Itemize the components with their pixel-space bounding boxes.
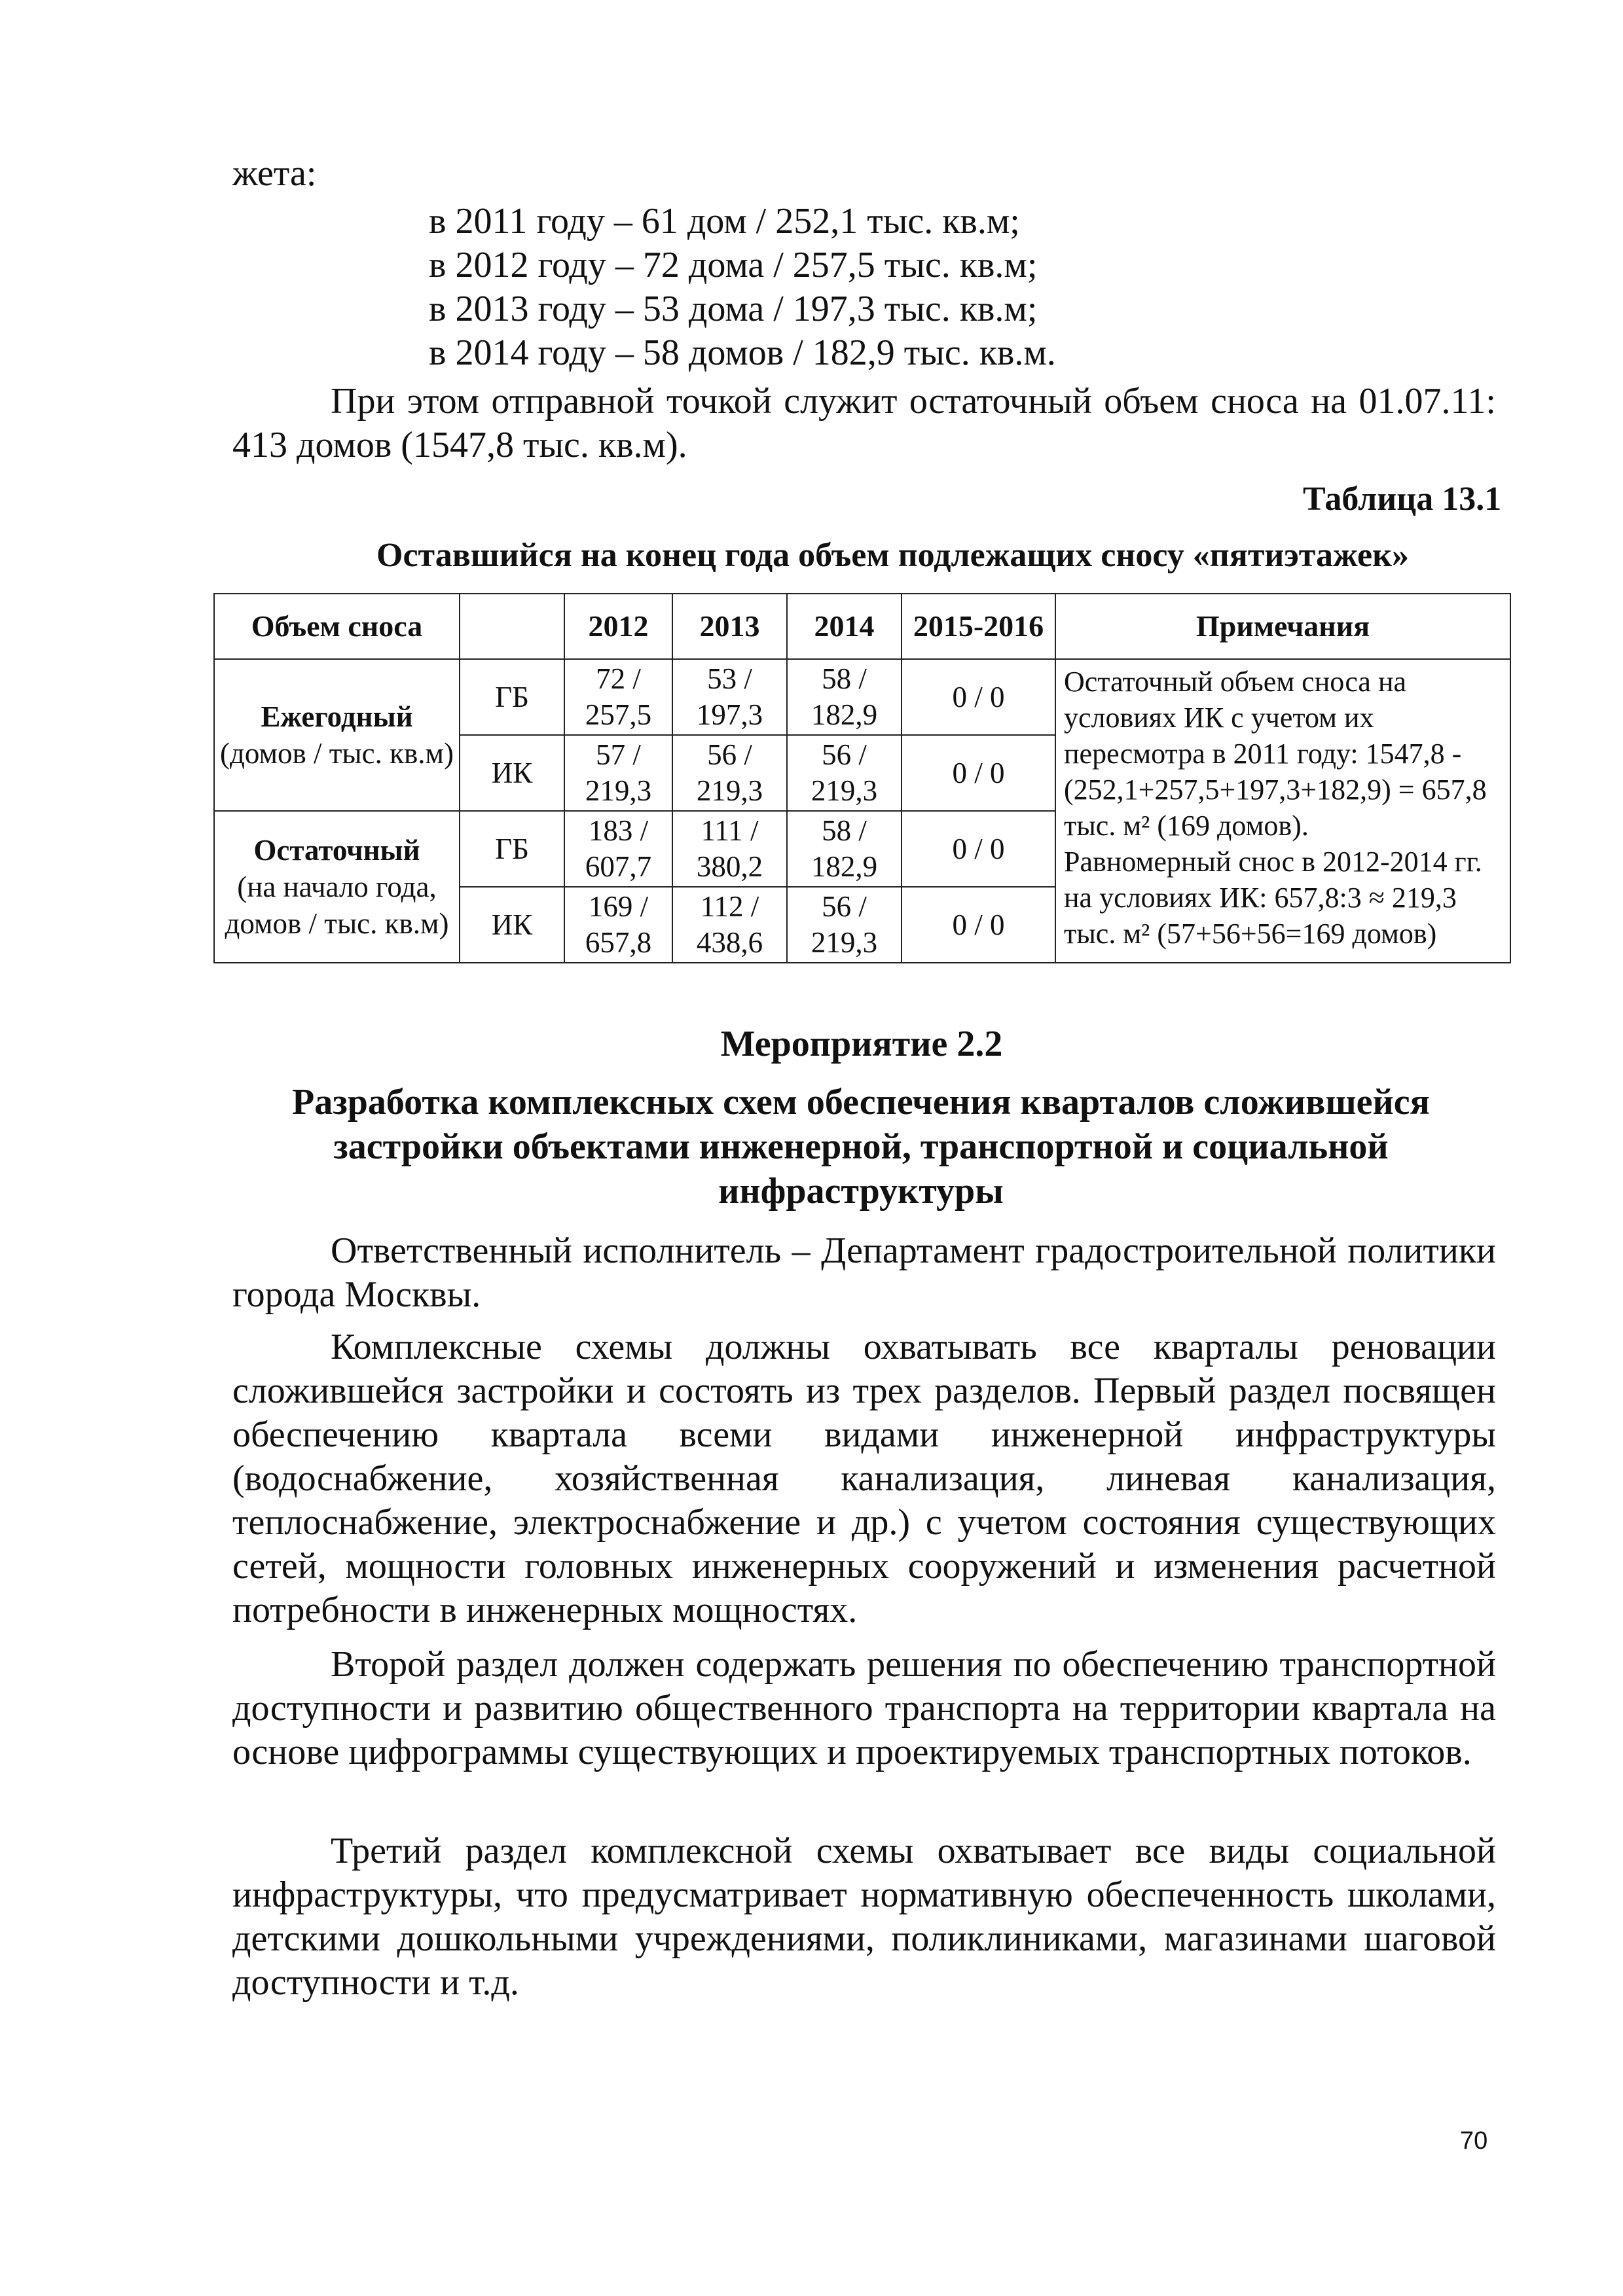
header-cell: Объем сноса (214, 594, 460, 659)
header-cell: 2012 (564, 594, 672, 659)
value-cell: 0 / 0 (902, 811, 1055, 887)
table-header-row (214, 594, 1510, 659)
section-subheading: Разработка комплексных схем обеспечения кварталов сложившейся застройки объектами инженерной, транспортной и социальной инфраструктуры (292, 1082, 1430, 1211)
list-line: в 2011 году – 61 дом / 252,1 тыс. кв.м; (429, 201, 1020, 242)
paragraph: Комплексные схемы должны охватывать все кварталы реновации сложившейся застройки и состоять из трех разделов. Первый раздел посвящен обеспечению квартала всеми видами инженерной инфраструктуры (водоснабжение, хозяйственная канализация, линевая канализация, теплоснабжение, электроснабжение и др.) с учетом состояния существующих сетей, мощности головных инженерных сооружений и изменения расчетной потребности в инженерных мощностях. (232, 1327, 1496, 1630)
value-cell: 169 / 657,8 (564, 887, 672, 963)
value-cell: 0 / 0 (902, 735, 1055, 811)
type-cell: ГБ (460, 659, 564, 735)
value-cell: 112 / 438,6 (672, 887, 787, 963)
type-cell: ИК (460, 735, 564, 811)
value-cell: 0 / 0 (902, 887, 1055, 963)
value-cell: 58 / 182,9 (787, 659, 902, 735)
table-row (214, 659, 1510, 735)
value-cell: 53 / 197,3 (672, 659, 787, 735)
note-1: Остаточный объем сноса на условиях ИК с учетом их пересмотра в 2011 году: 1547,8 - (252,1+257,5+197,3+182,9) = 657,8 тыс. м² (169 домов). (1064, 666, 1487, 842)
type-cell: ГБ (460, 811, 564, 887)
value-cell: 56 / 219,3 (787, 887, 902, 963)
table-title: Оставшийся на конец года объем подлежащих сносу «пятиэтажек» (376, 537, 1410, 574)
value-cell: 183 / 607,7 (564, 811, 672, 887)
value-cell: 56 / 219,3 (672, 735, 787, 811)
value-cell: 58 / 182,9 (787, 811, 902, 887)
header-cell (460, 594, 564, 659)
demolition-table (213, 593, 1511, 963)
list-line: в 2014 году – 58 домов / 182,9 тыс. кв.м. (429, 332, 1056, 373)
value-cell: 72 / 257,5 (564, 659, 672, 735)
group-label: Ежегодный (домов / тыс. кв.м) (214, 659, 460, 811)
top-fragment: жета: (232, 153, 317, 194)
value-cell: 111 / 380,2 (672, 811, 787, 887)
paragraph: Второй раздел должен содержать решения по обеспечению транспортной доступности и развитию общественного транспорта на территории квартала на основе цифрограммы существующих и проектируемых транспортных потоков. (232, 1644, 1496, 1772)
page-number: 70 (1460, 2127, 1488, 2155)
header-cell: 2013 (672, 594, 787, 659)
list-line: в 2013 году – 53 дома / 197,3 тыс. кв.м; (429, 289, 1038, 329)
type-cell: ИК (460, 887, 564, 963)
value-cell: 56 / 219,3 (787, 735, 902, 811)
note-2: Равномерный снос в 2012-2014 гг. на условиях ИК: 657,8:3 ≈ 219,3 тыс. м² (57+56+56=169 домов) (1064, 846, 1482, 950)
header-cell: 2015-2016 (902, 594, 1055, 659)
paragraph: Третий раздел комплексной схемы охватывает все виды социальной инфраструктуры, что предусматривает нормативную обеспеченность школами, детскими дошкольными учреждениями, поликлиниками, магазинами шаговой доступности и т.д. (232, 1831, 1496, 2003)
section-heading: Мероприятие 2.2 (720, 1024, 1003, 1064)
header-cell: Примечания (1055, 594, 1510, 659)
value-cell: 0 / 0 (902, 659, 1055, 735)
list-line: в 2012 году – 72 дома / 257,5 тыс. кв.м; (429, 245, 1038, 285)
group-label: Остаточный (на начало года, домов / тыс. кв.м) (214, 811, 460, 963)
paragraph: Ответственный исполнитель – Департамент градостроительной политики города Москвы. (232, 1230, 1496, 1315)
header-cell: 2014 (787, 594, 902, 659)
table-number: Таблица 13.1 (1303, 480, 1502, 518)
value-cell: 57 / 219,3 (564, 735, 672, 811)
notes-cell (1055, 659, 1510, 963)
start-paragraph: При этом отправной точкой служит остаточный объем сноса на 01.07.11: 413 домов (1547,8 тыс. кв.м). (232, 381, 1496, 465)
